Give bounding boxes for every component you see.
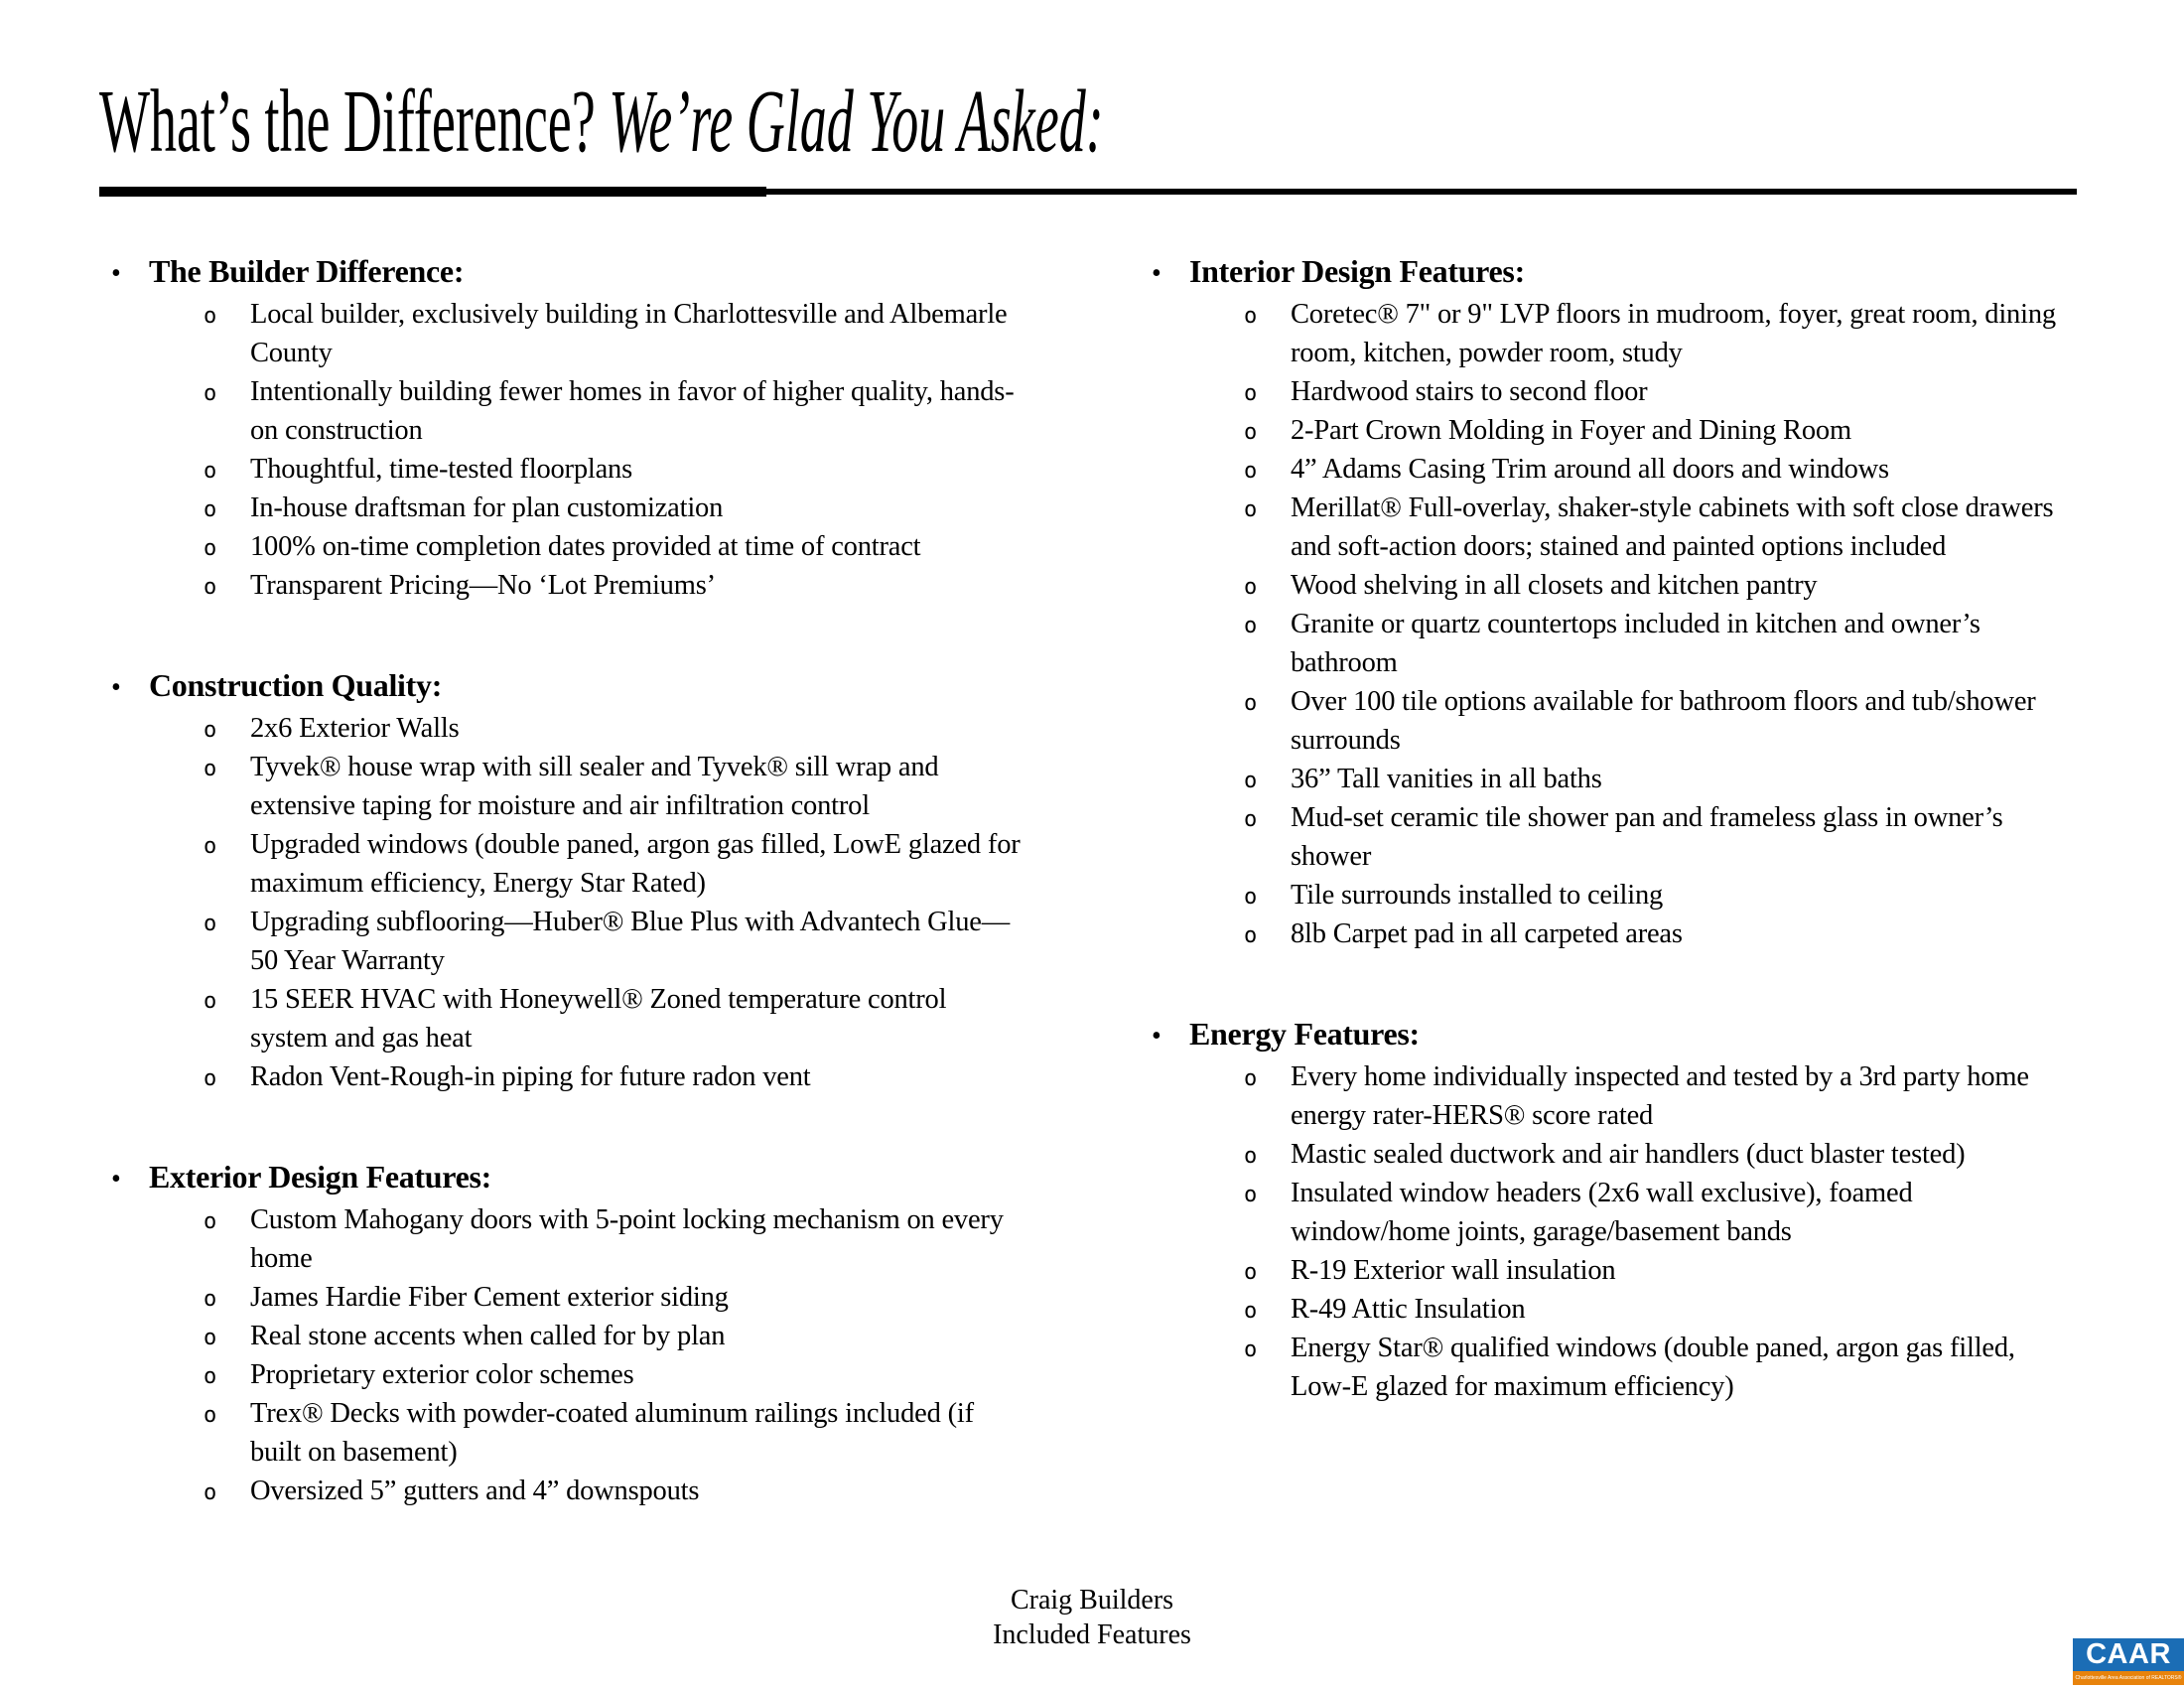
footer: [0, 1583, 2184, 1652]
section-heading: Construction Quality:: [149, 667, 443, 703]
list-item: [99, 1057, 1140, 1096]
list-item-text: R-49 Attic Insulation: [1291, 1294, 1526, 1325]
circle-bullet-icon: o: [204, 1209, 217, 1234]
list-item: [1140, 1135, 2144, 1174]
list-item-text: Insulated window headers (2x6 wall exclusive), foamed window/home joints, garage/basement bands: [1291, 1178, 1913, 1247]
circle-bullet-icon: o: [204, 1326, 217, 1350]
circle-bullet-icon: o: [204, 757, 217, 781]
list-item: [99, 1355, 1140, 1394]
circle-bullet-icon: o: [204, 1066, 217, 1091]
feature-section: [99, 664, 1140, 1096]
list-item-text: 100% on-time completion dates provided at time of contract: [250, 531, 921, 562]
circle-bullet-icon: o: [204, 536, 217, 561]
list-item: [1140, 605, 2144, 682]
bullet-icon: •: [111, 258, 121, 289]
circle-bullet-icon: o: [1244, 420, 1258, 445]
list-item: [1140, 566, 2144, 605]
bullet-icon: •: [111, 1164, 121, 1195]
list-item-text: R-19 Exterior wall insulation: [1291, 1255, 1616, 1286]
list-item: [99, 450, 1140, 489]
list-item-text: Custom Mahogany doors with 5-point locking mechanism on every home: [250, 1204, 1004, 1274]
content-columns: [99, 250, 2144, 1570]
list-item: [99, 1394, 1140, 1472]
list-item-text: Merillat® Full-overlay, shaker-style cabinets with soft close drawers and soft-action doors; stained and painted options included: [1291, 492, 2054, 562]
list-item-text: Coretec® 7" or 9" LVP floors in mudroom, foyer, great room, dining room, kitchen, powder room, study: [1291, 299, 2056, 368]
left-column: [99, 250, 1140, 1570]
feature-section: [1140, 1013, 2144, 1406]
circle-bullet-icon: o: [1244, 1337, 1258, 1362]
circle-bullet-icon: o: [204, 381, 217, 406]
feature-section: [99, 1156, 1140, 1510]
list-item: [99, 1472, 1140, 1510]
right-column: [1140, 250, 2144, 1570]
list-item-text: Radon Vent-Rough-in piping for future radon vent: [250, 1061, 811, 1092]
list-item: [99, 527, 1140, 566]
circle-bullet-icon: o: [204, 497, 217, 522]
circle-bullet-icon: o: [204, 834, 217, 859]
list-item: [1140, 876, 2144, 914]
list-item-text: Intentionally building fewer homes in favor of higher quality, hands-on construction: [250, 376, 1015, 446]
bullet-icon: •: [1152, 1021, 1161, 1052]
list-item-text: 8lb Carpet pad in all carpeted areas: [1291, 918, 1683, 949]
list-item: [1140, 1329, 2144, 1406]
list-item: [1140, 372, 2144, 411]
circle-bullet-icon: o: [1244, 885, 1258, 910]
circle-bullet-icon: o: [204, 459, 217, 484]
list-item-text: James Hardie Fiber Cement exterior siding: [250, 1282, 729, 1313]
circle-bullet-icon: o: [1244, 807, 1258, 832]
circle-bullet-icon: o: [1244, 381, 1258, 406]
list-item-text: Oversized 5” gutters and 4” downspouts: [250, 1476, 700, 1506]
list-item-text: Tile surrounds installed to ceiling: [1291, 880, 1664, 911]
list-item: [99, 1317, 1140, 1355]
list-item-text: 2x6 Exterior Walls: [250, 713, 460, 744]
list-item-text: Mud-set ceramic tile shower pan and frameless glass in owner’s shower: [1291, 802, 2003, 872]
list-item-text: Thoughtful, time-tested floorplans: [250, 454, 632, 485]
caar-logo-tagline: Charlottesville Area Association of REALTORS®: [2073, 1671, 2184, 1685]
circle-bullet-icon: o: [204, 1287, 217, 1312]
list-item: [99, 903, 1140, 980]
circle-bullet-icon: o: [1244, 614, 1258, 638]
circle-bullet-icon: o: [1244, 1066, 1258, 1091]
section-heading-row: [99, 1156, 1140, 1197]
list-item: [99, 980, 1140, 1057]
section-heading: The Builder Difference:: [149, 253, 465, 289]
list-item-text: 36” Tall vanities in all baths: [1291, 764, 1602, 794]
list-item-text: Proprietary exterior color schemes: [250, 1359, 634, 1390]
list-item-text: Wood shelving in all closets and kitchen pantry: [1291, 570, 1818, 601]
list-item: [1140, 1290, 2144, 1329]
feature-section: [99, 250, 1140, 605]
circle-bullet-icon: o: [1244, 497, 1258, 522]
list-item: [99, 709, 1140, 748]
circle-bullet-icon: o: [204, 1480, 217, 1505]
circle-bullet-icon: o: [1244, 1260, 1258, 1285]
section-heading: Interior Design Features:: [1189, 253, 1525, 289]
list-item-text: 4” Adams Casing Trim around all doors and windows: [1291, 454, 1889, 485]
list-item: [1140, 682, 2144, 760]
bullet-icon: •: [1152, 258, 1161, 289]
list-item: [99, 748, 1140, 825]
list-item-text: Upgrading subflooring—Huber® Blue Plus with Advantech Glue—50 Year Warranty: [250, 907, 1011, 976]
list-item: [1140, 1057, 2144, 1135]
circle-bullet-icon: o: [204, 718, 217, 743]
feature-section: [1140, 250, 2144, 953]
section-heading: Energy Features:: [1189, 1016, 1420, 1052]
list-item: [1140, 760, 2144, 798]
circle-bullet-icon: o: [204, 1364, 217, 1389]
list-item: [99, 566, 1140, 605]
circle-bullet-icon: o: [1244, 575, 1258, 600]
circle-bullet-icon: o: [1244, 923, 1258, 948]
circle-bullet-icon: o: [204, 989, 217, 1014]
footer-document-title: Included Features: [993, 1619, 1191, 1650]
list-item: [99, 1200, 1140, 1278]
circle-bullet-icon: o: [204, 912, 217, 936]
section-heading: Exterior Design Features:: [149, 1159, 492, 1195]
page-title-regular: What’s the Difference?: [99, 72, 610, 171]
title-underline-rule: [99, 189, 2077, 195]
section-heading-row: [99, 250, 1140, 292]
list-item-text: Upgraded windows (double paned, argon gas filled, LowE glazed for maximum efficiency, Energy Star Rated): [250, 829, 1021, 899]
list-item: [99, 1278, 1140, 1317]
list-item: [1140, 1174, 2144, 1251]
footer-company-name: Craig Builders: [1010, 1585, 1174, 1616]
list-item: [99, 295, 1140, 372]
list-item: [1140, 1251, 2144, 1290]
list-item: [1140, 798, 2144, 876]
list-item: [1140, 489, 2144, 566]
circle-bullet-icon: o: [204, 304, 217, 329]
list-item-text: Granite or quartz countertops included in kitchen and owner’s bathroom: [1291, 609, 1980, 678]
circle-bullet-icon: o: [1244, 1144, 1258, 1169]
circle-bullet-icon: o: [204, 1403, 217, 1428]
section-heading-row: [1140, 250, 2144, 292]
list-item: [1140, 411, 2144, 450]
page-title-italic: We’re Glad You Asked:: [609, 72, 1104, 171]
list-item: [99, 825, 1140, 903]
list-item-text: Trex® Decks with powder-coated aluminum railings included (if built on basement): [250, 1398, 974, 1468]
list-item-text: Hardwood stairs to second floor: [1291, 376, 1648, 407]
bullet-icon: •: [111, 672, 121, 703]
list-item: [1140, 450, 2144, 489]
list-item: [1140, 914, 2144, 953]
caar-logo: [2073, 1638, 2184, 1685]
list-item-text: Over 100 tile options available for bathroom floors and tub/shower surrounds: [1291, 686, 2036, 756]
document-header: [99, 72, 1773, 171]
list-item: [1140, 295, 2144, 372]
section-heading-row: [99, 664, 1140, 706]
circle-bullet-icon: o: [1244, 304, 1258, 329]
list-item-text: 15 SEER HVAC with Honeywell® Zoned temperature control system and gas heat: [250, 984, 947, 1054]
section-heading-row: [1140, 1013, 2144, 1055]
caar-logo-text: CAAR: [2073, 1638, 2184, 1671]
circle-bullet-icon: o: [1244, 1183, 1258, 1207]
list-item: [99, 489, 1140, 527]
list-item-text: Tyvek® house wrap with sill sealer and Tyvek® sill wrap and extensive taping for moisture and air infiltration control: [250, 752, 939, 821]
circle-bullet-icon: o: [1244, 769, 1258, 793]
circle-bullet-icon: o: [1244, 691, 1258, 716]
list-item-text: Mastic sealed ductwork and air handlers (duct blaster tested): [1291, 1139, 1966, 1170]
list-item-text: Transparent Pricing—No ‘Lot Premiums’: [250, 570, 716, 601]
list-item-text: Every home individually inspected and tested by a 3rd party home energy rater-HERS® score rated: [1291, 1061, 2029, 1131]
circle-bullet-icon: o: [204, 575, 217, 600]
list-item-text: 2-Part Crown Molding in Foyer and Dining Room: [1291, 415, 1851, 446]
circle-bullet-icon: o: [1244, 1299, 1258, 1324]
list-item: [99, 372, 1140, 450]
circle-bullet-icon: o: [1244, 459, 1258, 484]
list-item-text: Local builder, exclusively building in Charlottesville and Albemarle County: [250, 299, 1008, 368]
list-item-text: Energy Star® qualified windows (double paned, argon gas filled, Low-E glazed for maximum efficiency): [1291, 1333, 2015, 1402]
list-item-text: Real stone accents when called for by plan: [250, 1321, 726, 1351]
list-item-text: In-house draftsman for plan customization: [250, 492, 724, 523]
page-title: [99, 72, 1104, 171]
